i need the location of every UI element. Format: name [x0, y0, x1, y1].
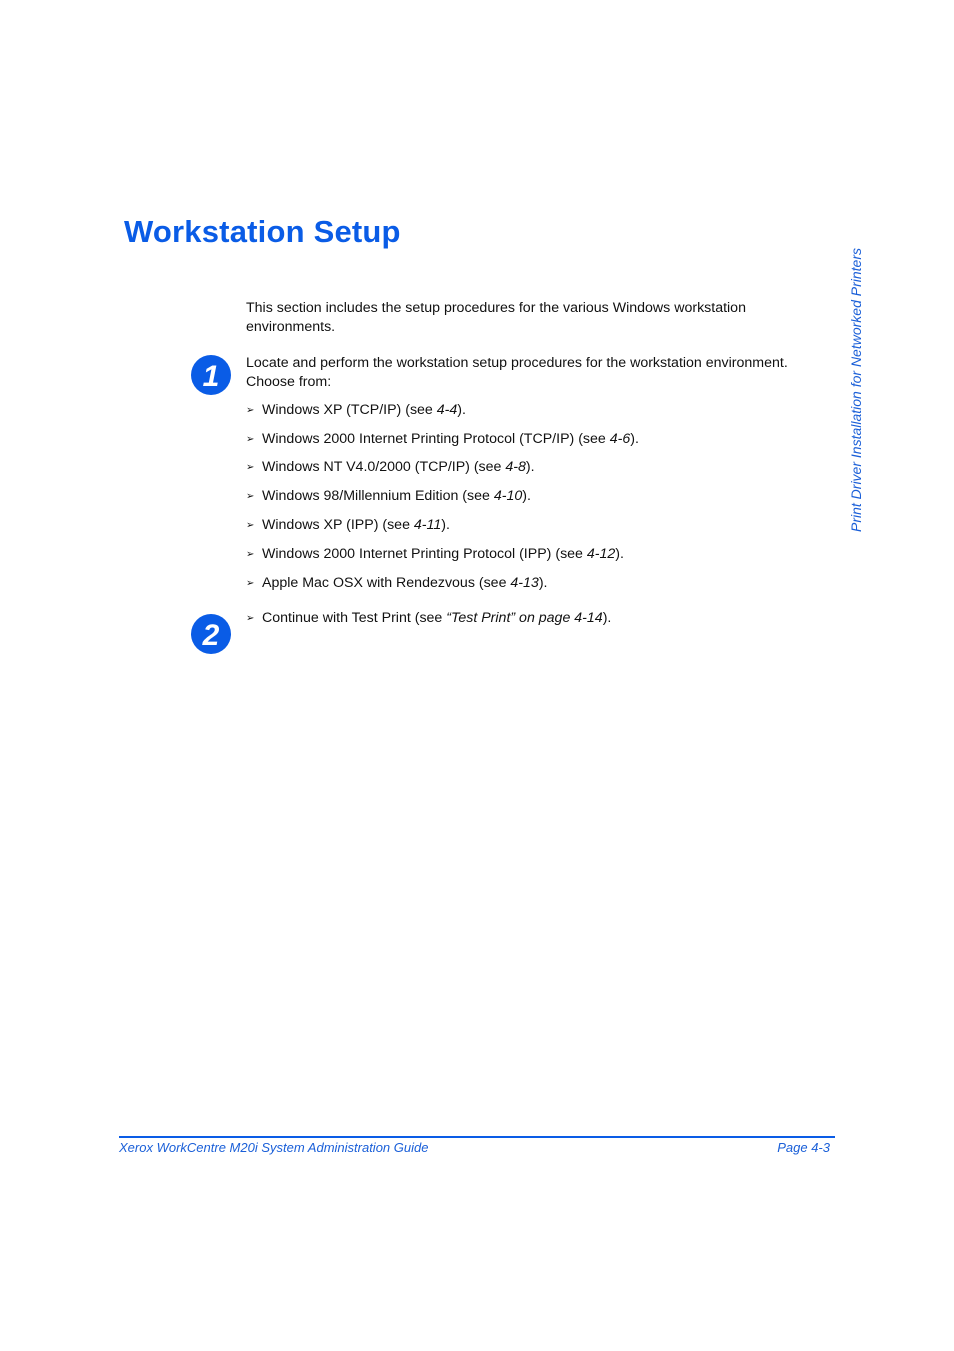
page-title: Workstation Setup [124, 214, 401, 249]
list-item[interactable]: ➢ Apple Mac OSX with Rendezvous (see 4-13). [246, 575, 548, 591]
page-ref-link[interactable]: 4-8 [505, 459, 526, 475]
list-item[interactable]: ➢ Windows 2000 Internet Printing Protocol (TCP/IP) (see 4-6). [246, 431, 639, 447]
arrowhead-bullet-icon: ➢ [246, 491, 255, 502]
arrowhead-bullet-icon: ➢ [246, 578, 255, 589]
page-ref-link[interactable]: 4-12 [586, 546, 616, 562]
page-ref-link[interactable]: 4-6 [609, 431, 631, 447]
step-1-number: 1 [202, 360, 220, 393]
arrowhead-bullet-icon: ➢ [246, 613, 255, 624]
list-item[interactable]: ➢ Continue with Test Print (see “Test Print” on page 4-14). [246, 610, 612, 626]
page-ref-link[interactable]: 4-11 [413, 517, 442, 533]
list-item[interactable]: ➢ Windows NT V4.0/2000 (TCP/IP) (see 4-8). [246, 459, 535, 475]
page-ref-link[interactable]: “Test Print” on page 4-14 [446, 610, 603, 626]
footer-divider [119, 1136, 835, 1138]
arrowhead-bullet-icon: ➢ [246, 462, 255, 473]
step-1-text: Locate and perform the workstation setup procedures for the workstation environment. Choose from: [246, 355, 788, 390]
footer-page-number: Page 4-3 [777, 1140, 830, 1155]
list-item[interactable]: ➢ Windows XP (IPP) (see 4-11). [246, 517, 450, 533]
arrowhead-bullet-icon: ➢ [246, 520, 255, 531]
list-item[interactable]: ➢ Windows 98/Millennium Edition (see 4-10). [246, 488, 531, 504]
list-item[interactable]: ➢ Windows 2000 Internet Printing Protocol (IPP) (see 4-12). [246, 546, 624, 562]
list-item[interactable]: ➢ Windows XP (TCP/IP) (see 4-4). [246, 402, 466, 418]
arrowhead-bullet-icon: ➢ [246, 434, 255, 445]
step-2-number: 2 [202, 619, 220, 652]
step-2-icon [190, 613, 232, 655]
intro-paragraph: This section includes the setup procedures for the various Windows workstation environments. [246, 300, 746, 335]
side-tab-label: Print Driver Installation for Networked Printers [848, 248, 864, 532]
step-1-icon [190, 354, 232, 396]
page-ref-link[interactable]: 4-13 [510, 575, 539, 591]
arrowhead-bullet-icon: ➢ [246, 405, 255, 416]
page-ref-link[interactable]: 4-10 [493, 488, 523, 504]
arrowhead-bullet-icon: ➢ [246, 549, 255, 560]
footer-guide-title: Xerox WorkCentre M20i System Administration Guide [119, 1140, 429, 1155]
page-ref-link[interactable]: 4-4 [436, 402, 458, 418]
